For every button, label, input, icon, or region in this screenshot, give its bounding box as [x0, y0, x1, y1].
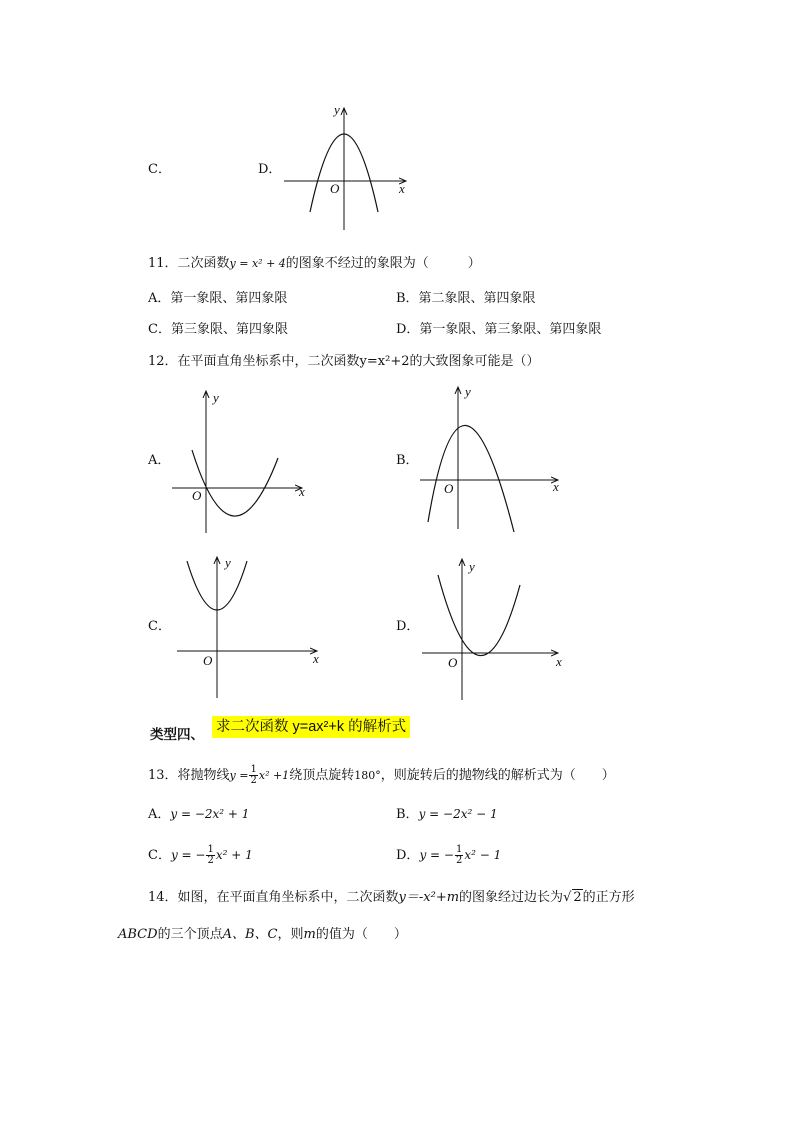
origin-label: O [192, 488, 202, 503]
x-label: x [399, 181, 405, 196]
q12-graph-a [170, 388, 310, 538]
q12-formula: y=x²+2 [359, 354, 410, 369]
y-label: y [334, 102, 340, 117]
y-label: y [225, 555, 231, 570]
q13-option-c: C．y = − $\frac{1}{2}$ x² + 1 [148, 844, 253, 866]
q13-option-b: B．y = −2x² − 1 [396, 807, 498, 822]
origin-label: O [448, 655, 458, 670]
origin-label: O [330, 181, 340, 196]
q12-graph-c [175, 553, 335, 703]
q13-option-a: A．y = −2x² + 1 [148, 807, 250, 822]
parabola [438, 575, 520, 656]
q12-option-b: B． [396, 453, 419, 468]
section-title: 求二次函数 y=ax²+k 的解析式 [212, 716, 410, 738]
q11-option-c: C．第三象限、第四象限 [148, 322, 288, 337]
section-label: 类型四、 [150, 727, 204, 742]
origin-label: O [444, 481, 454, 496]
q11-stem: 11．二次函数y = x² + 4的图象不经过的象限为（ ） [148, 256, 481, 271]
origin-label: O [203, 653, 213, 668]
q14-line1: 14．如图，在平面直角坐标系中，二次函数y＝-x²+m的图象经过边长为√ 2的正方形 [148, 890, 635, 905]
parabola [428, 425, 514, 532]
q11-formula: y = x² + 4 [229, 257, 286, 270]
q14-sqrt: 2 [573, 890, 582, 905]
q13-option-d: D．y = − $\frac{1}{2}$ x² − 1 [396, 844, 502, 866]
q12-option-c: C． [148, 619, 171, 634]
parabola [192, 450, 278, 516]
sqrt-symbol: √ [563, 890, 572, 905]
q11-option-b: B．第二象限、第四象限 [396, 291, 536, 306]
x-label: x [553, 479, 559, 494]
q10-option-d: D． [258, 162, 282, 177]
y-label: y [469, 559, 475, 574]
x-label: x [299, 484, 305, 499]
q11-option-d: D．第一象限、第三象限、第四象限 [396, 322, 602, 337]
q14-line2: ABCD的三个顶点A、B、C，则m的值为（ ） [118, 927, 407, 942]
q14-formula: y＝-x²+m [398, 890, 460, 905]
y-label: y [465, 384, 471, 399]
q10-option-c: C． [148, 162, 171, 177]
x-label: x [556, 654, 562, 669]
q12-stem: 12．在平面直角坐标系中，二次函数y=x²+2的大致图象可能是（） [148, 354, 540, 369]
q12-option-d: D． [396, 619, 420, 634]
q11-option-a: A．第一象限、第四象限 [148, 291, 288, 306]
x-label: x [313, 651, 319, 666]
q13-stem: 13．将抛物线y = $\frac{1}{2}$ x² +1绕顶点旋转180°，则旋转后的抛物线的解析式为（ ） [148, 764, 615, 786]
q13-fraction: $\frac{1}{2}$ [250, 764, 257, 786]
q10-graph-d [278, 100, 418, 240]
q12-graph-d [420, 555, 580, 705]
y-label: y [213, 390, 219, 405]
q12-option-a: A． [148, 453, 171, 468]
q12-graph-b [418, 384, 568, 534]
